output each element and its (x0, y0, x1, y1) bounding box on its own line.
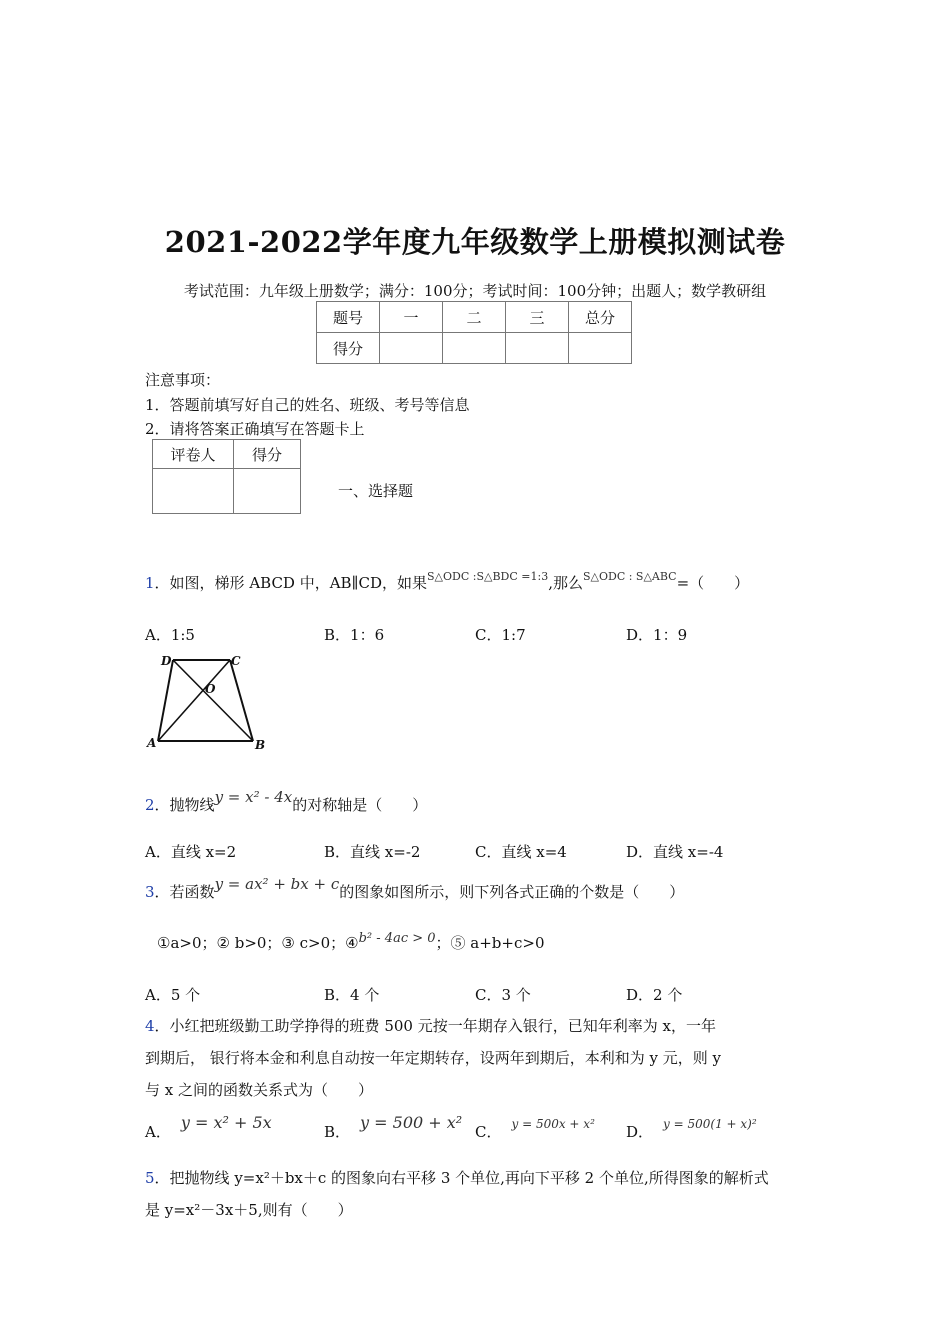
question-number: 4 (145, 1017, 155, 1035)
score-cell[interactable] (380, 333, 443, 364)
option-a[interactable]: A．1:5 (145, 626, 195, 644)
option-c[interactable]: C．直线 x=4 (475, 843, 567, 861)
grader-table (152, 439, 301, 514)
option-d[interactable]: D．2 个 (626, 986, 683, 1004)
option-d[interactable] (626, 1117, 757, 1142)
condition-text: ；⑤ a+b+c>0 (435, 934, 545, 952)
grader-score-cell[interactable] (234, 469, 301, 514)
score-row-label: 得分 (317, 333, 380, 364)
discriminant-formula: b² - 4ac > 0 (358, 931, 436, 946)
option-c[interactable]: C．3 个 (475, 986, 531, 1004)
parabola-formula: y = x² - 4x (214, 788, 293, 806)
option-a[interactable]: A．直线 x=2 (145, 843, 237, 861)
question-3-conditions (157, 932, 545, 953)
score-header-cell: 题号 (317, 302, 380, 333)
question-3 (145, 875, 685, 902)
area-ratio-formula: S△ODC : S△ABC (582, 570, 677, 583)
score-table (316, 301, 632, 364)
vertex-label: A (147, 736, 157, 750)
question-number: 1 (145, 574, 155, 592)
question-text: =（ ） (676, 574, 750, 592)
condition-text: ①a>0；② b>0；③ c>0；④ (157, 934, 359, 952)
question-text: ．小红把班级勤工助学挣得的班费 500 元按一年期存入银行，已知年利率为 x，一年 (154, 1017, 716, 1035)
question-number: 3 (145, 883, 155, 901)
question-5-line: 是 y=x²－3x＋5,则有（ ） (145, 1201, 353, 1219)
option-c[interactable]: C．1:7 (475, 626, 526, 644)
option-b[interactable]: B．1：6 (324, 626, 385, 644)
question-number: 2 (145, 796, 155, 814)
option-formula: y = 500 + x² (360, 1113, 463, 1132)
score-cell[interactable] (569, 333, 632, 364)
option-formula: y = x² + 5x (180, 1113, 272, 1132)
score-header-cell: 三 (506, 302, 569, 333)
grader-score-header: 得分 (234, 440, 301, 469)
option-d[interactable]: D．1：9 (626, 626, 688, 644)
vertex-label: B (255, 738, 266, 752)
question-text: ．把抛物线 y=x²＋bx＋c 的图象向右平移 3 个单位,再向下平移 2 个单位,所得图象的解析式 (154, 1169, 769, 1187)
page-title: 2021-2022学年度九年级数学上册模拟测试卷 (164, 225, 786, 259)
option-formula: y = 500x + x² (511, 1117, 595, 1131)
question-4-line: 与 x 之间的函数关系式为（ ） (145, 1081, 373, 1099)
quadratic-formula: y = ax² + bx + c (214, 875, 340, 893)
option-label: A． (145, 1123, 171, 1141)
note-item: 2．请将答案正确填写在答题卡上 (145, 420, 365, 438)
option-a[interactable] (145, 1113, 272, 1142)
option-formula: y = 500(1 + x)² (663, 1117, 757, 1131)
diagonal-ca (158, 660, 230, 741)
question-text: ．若函数 (154, 883, 215, 901)
option-label: D． (626, 1123, 654, 1141)
question-text: 的对称轴是（ ） (292, 796, 428, 814)
question-4-line (145, 1015, 716, 1036)
notes-heading: 注意事项： (145, 371, 221, 389)
area-ratio-formula: S△ODC :S△BDC =1:3 (427, 570, 549, 583)
option-b[interactable]: B．直线 x=-2 (324, 843, 421, 861)
question-text: 的图象如图所示，则下列各式正确的个数是（ ） (339, 883, 685, 901)
question-4-line: 到期后， 银行将本金和利息自动按一年定期转存，设两年到期后，本利和为 y 元，则 y (145, 1049, 722, 1067)
vertex-label: O (205, 682, 216, 696)
question-5-line (145, 1167, 769, 1188)
question-1 (145, 572, 749, 593)
score-header-cell: 总分 (569, 302, 632, 333)
option-label: C． (475, 1123, 502, 1141)
score-header-cell: 二 (443, 302, 506, 333)
option-c[interactable] (475, 1117, 595, 1142)
section-heading: 一、选择题 (338, 482, 414, 500)
note-item: 1．答题前填写好自己的姓名、班级、考号等信息 (145, 396, 470, 414)
vertex-label: C (231, 654, 241, 668)
score-cell[interactable] (506, 333, 569, 364)
option-d[interactable]: D．直线 x=-4 (626, 843, 724, 861)
question-text: ,那么 (548, 574, 583, 592)
option-b[interactable] (324, 1113, 463, 1142)
option-b[interactable]: B．4 个 (324, 986, 380, 1004)
exam-info: 考试范围：九年级上册数学；满分：100分；考试时间：100分钟；出题人；数学教研组 (183, 282, 767, 300)
trapezoid-figure (145, 652, 270, 752)
score-cell[interactable] (443, 333, 506, 364)
option-label: B． (324, 1123, 351, 1141)
edge-da (158, 660, 173, 741)
grader-cell[interactable] (153, 469, 234, 514)
grader-header: 评卷人 (153, 440, 234, 469)
option-a[interactable]: A．5 个 (145, 986, 201, 1004)
question-text: ．如图，梯形 ABCD 中，AB∥CD，如果 (154, 574, 428, 592)
question-number: 5 (145, 1169, 155, 1187)
question-2 (145, 788, 428, 815)
vertex-label: D (161, 654, 172, 668)
score-header-cell: 一 (380, 302, 443, 333)
question-text: ．抛物线 (154, 796, 215, 814)
